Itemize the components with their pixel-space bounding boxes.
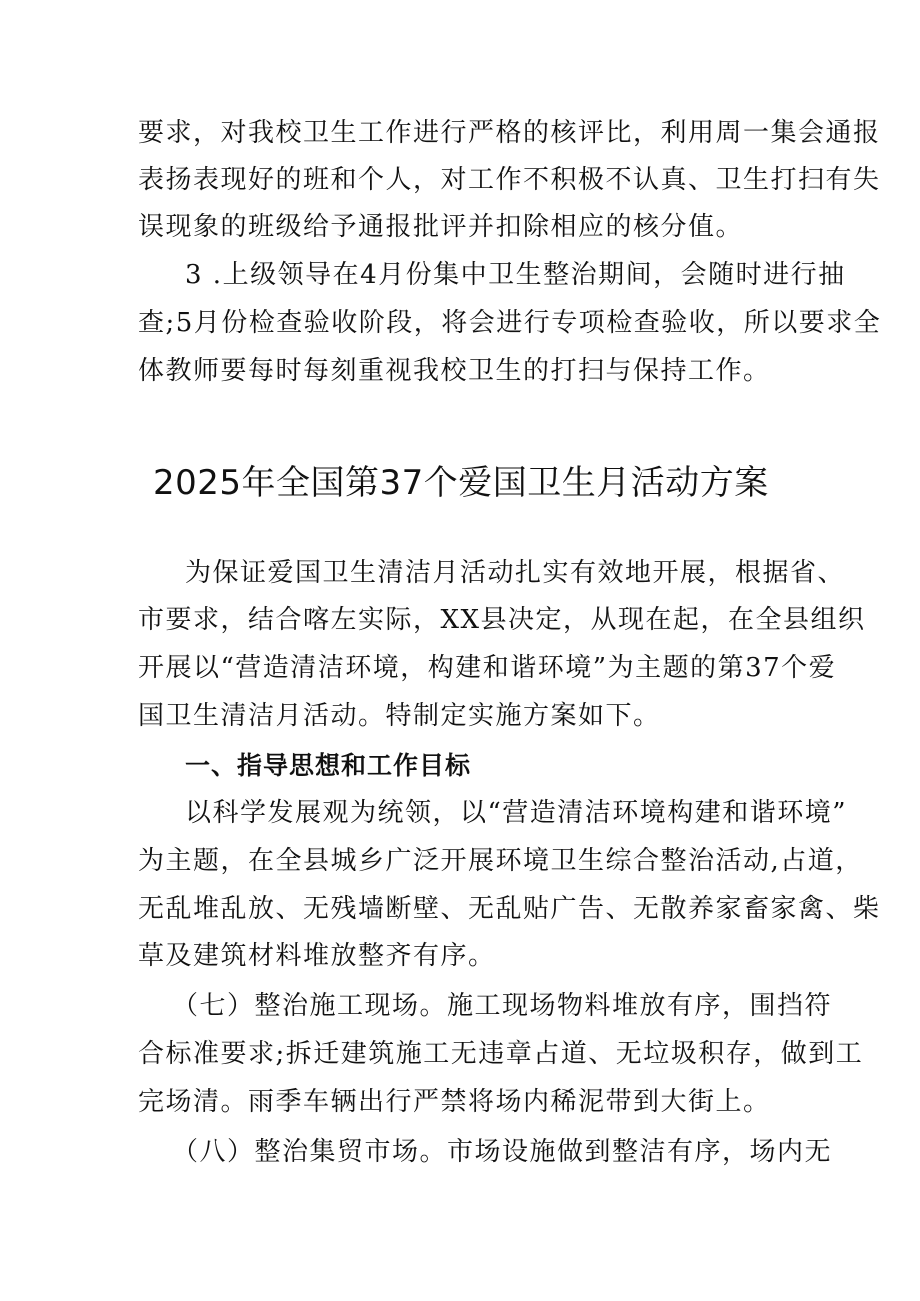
section-heading: 一、指导思想和工作目标 [185,751,472,780]
paragraph-line: 误现象的班级给予通报批评并扣除相应的核分值。 [138,212,744,242]
paragraph-line: （八）整治集贸市场。市场设施做到整洁有序，场内无 [172,1137,833,1167]
paragraph-line: 要求，对我校卫生工作进行严格的核评比，利用周一集会通报 [138,118,881,148]
paragraph-line: 查;5月份检查验收阶段，将会进行专项检查验收，所以要求全 [138,308,882,338]
paragraph-line: 3 .上级领导在4月份集中卫生整治期间，会随时进行抽 [185,260,846,290]
paragraph-line: 体教师要每时每刻重视我校卫生的打扫与保持工作。 [138,356,771,386]
paragraph-line: 国卫生清洁月活动。特制定实施方案如下。 [138,701,661,731]
paragraph-line: 合标准要求;拆迁建筑施工无违章占道、无垃圾积存，做到工 [138,1039,864,1069]
paragraph-line: 完场清。雨季车辆出行严禁将场内稀泥带到大街上。 [138,1087,771,1117]
paragraph-line: 为保证爱国卫生清洁月活动扎实有效地开展，根据省、 [185,558,846,588]
paragraph-line: 为主题，在全县城乡广泛开展环境卫生综合整治活动,占道， [138,846,863,876]
paragraph-line: 无乱堆乱放、无残墙断壁、无乱贴广告、无散养家畜家禽、柴 [138,894,881,924]
document-title: 2025年全国第37个爱国卫生月活动方案 [153,463,769,503]
paragraph-line: 开展以“营造清洁环境，构建和谐环境”为主题的第37个爱 [138,653,837,683]
paragraph-line: 表扬表现好的班和个人，对工作不积极不认真、卫生打扫有失 [138,165,881,195]
paragraph-line: （七）整治施工现场。施工现场物料堆放有序，围挡符 [172,991,833,1021]
paragraph-line: 草及建筑材料堆放整齐有序。 [138,941,496,971]
paragraph-line: 以科学发展观为统领，以“营造清洁环境构建和谐环境” [185,798,848,828]
paragraph-line: 市要求，结合喀左实际，XX县决定，从现在起，在全县组织 [138,605,866,635]
